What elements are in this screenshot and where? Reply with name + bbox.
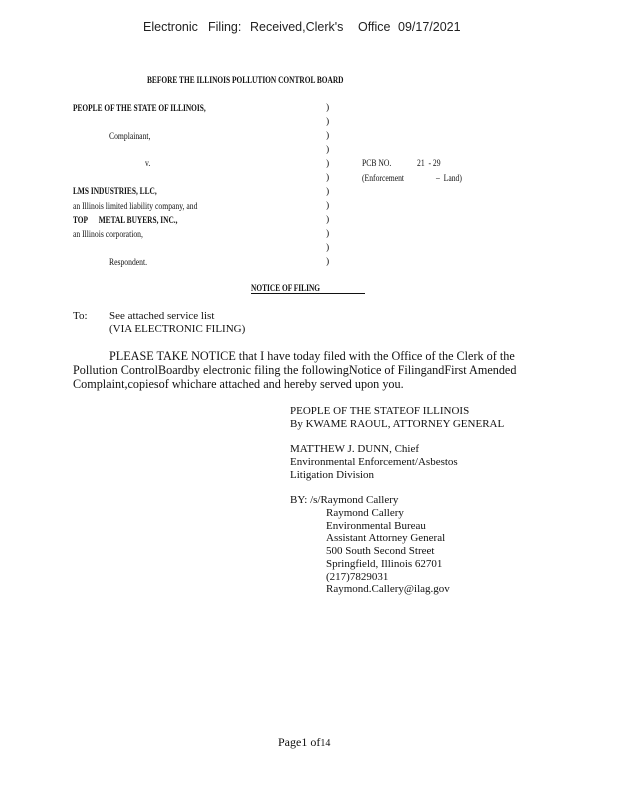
- paren: ): [326, 103, 330, 113]
- party-line-1: PEOPLE OF THE STATEOF ILLINOIS: [290, 405, 470, 417]
- paren: ): [326, 173, 330, 183]
- paren: ): [326, 215, 330, 225]
- plaintiff-name: PEOPLE OF THE STATE OF ILLINOIS,: [73, 103, 206, 113]
- attorney-line: Environmental Bureau: [326, 520, 426, 532]
- attorney-line: Assistant Attorney General: [326, 532, 446, 544]
- versus-label: v.: [145, 158, 151, 168]
- defendant-line-2: an Illinois limited liability company, and: [73, 201, 198, 211]
- chief-line-2: Environmental Enforcement/Asbestos: [290, 456, 458, 468]
- defendant-line-4: an Illinois corporation,: [73, 229, 143, 239]
- paren: ): [326, 243, 330, 253]
- of-label: of: [310, 735, 321, 749]
- defendant-line-3: TOP METAL BUYERS, INC.,: [73, 215, 178, 225]
- enforcement-label: (Enforcement: [362, 173, 405, 183]
- attorney-line: 500 South Second Street: [326, 545, 435, 557]
- paren: ): [326, 131, 330, 141]
- page-number: 1: [301, 735, 308, 749]
- paren: ): [326, 187, 330, 197]
- chief-line-3: Litigation Division: [290, 469, 375, 481]
- attorney-line: (217)7829031: [326, 571, 389, 583]
- paren: ): [326, 229, 330, 239]
- respondent-label: Respondent.: [109, 257, 148, 267]
- paren: ): [326, 159, 330, 169]
- header-electronic: Electronic: [143, 20, 198, 34]
- pcb-label: PCB NO.: [362, 158, 392, 168]
- paren: ): [326, 117, 330, 127]
- paren: ): [326, 145, 330, 155]
- defendant-line-1: LMS INDUSTRIES, LLC,: [73, 186, 157, 196]
- attorney-line: Raymond Callery: [326, 507, 404, 519]
- to-label: To:: [73, 310, 88, 322]
- board-title: BEFORE THE ILLINOIS POLLUTION CONTROL BOARD: [147, 75, 344, 85]
- to-line-1: See attached service list: [109, 310, 215, 322]
- attorney-email: Raymond.Callery@ilag.gov: [326, 583, 450, 595]
- complainant-label: Complainant,: [109, 131, 151, 141]
- page-footer: [278, 735, 330, 750]
- chief-line-1: MATTHEW J. DUNN, Chief: [290, 443, 420, 455]
- body-line-1: PLEASE TAKE NOTICE that I have today filed with the Office of the Clerk of the: [109, 349, 515, 363]
- attorney-line: Springfield, Illinois 62701: [326, 558, 443, 570]
- header-office: Office: [358, 20, 391, 34]
- to-line-2: (VIA ELECTRONIC FILING): [109, 323, 246, 335]
- header-filing: Filing:: [208, 20, 242, 34]
- by-line: BY: /s/Raymond Callery: [290, 494, 399, 506]
- body-line-2: Pollution ControlBoardby electronic filing the followingNotice of FilingandFirst Amended: [73, 363, 517, 377]
- pcb-number: 21 - 29: [417, 158, 441, 168]
- header-date: 09/17/2021: [398, 20, 461, 34]
- header-received: Received,Clerk's: [250, 20, 344, 34]
- body-line-3: Complaint,copiesof whichare attached and hereby served upon you.: [73, 377, 404, 391]
- notice-title-underline: [251, 293, 365, 294]
- paren: ): [326, 257, 330, 267]
- paren: ): [326, 201, 330, 211]
- party-line-2: By KWAME RAOUL, ATTORNEY GENERAL: [290, 418, 505, 430]
- enforcement-type: – Land): [436, 173, 462, 183]
- page-total: 14: [320, 738, 331, 749]
- page-label: Page: [278, 735, 302, 749]
- notice-title: NOTICE OF FILING: [251, 283, 321, 293]
